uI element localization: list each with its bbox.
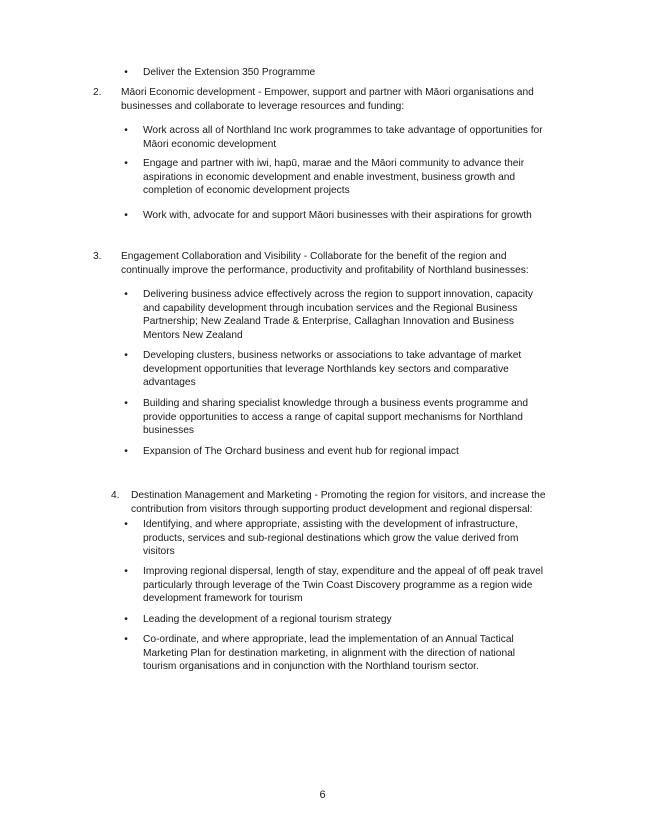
bullet-marker: • <box>124 158 128 169</box>
list-item-text: Engage and partner with iwi, hapū, marae and the Māori community to advance their aspirations in economic development and enable investment, business growth and completion of economic development projects <box>143 158 525 197</box>
bullet-marker: • <box>124 350 128 361</box>
section-heading <box>121 86 551 113</box>
bullet-marker: • <box>124 519 128 530</box>
list-item-text: Identifying, and where appropriate, assisting with the development of infrastructure, products, services and sub-regional destinations which grow the value derived from visitors <box>143 519 519 558</box>
list-item-text: Co-ordinate, and where appropriate, lead the implementation of an Annual Tactical Marketing Plan for destination marketing, in alignment with the direction of national tourism organisations and in conjunction with the Northland tourism sector. <box>143 634 516 673</box>
list-item <box>124 613 563 627</box>
bullet-marker: • <box>124 210 128 221</box>
list-item <box>124 288 543 342</box>
list-item-text: Improving regional dispersal, length of stay, expenditure and the appeal of off peak travel particularly through leverage of the Twin Coast Discovery programme as a region wide development framework for tourism <box>143 566 544 605</box>
list-item <box>124 518 538 559</box>
list-item-text: Building and sharing specialist knowledge through a business events programme and provide opportunities to access a range of capital support mechanisms for Northland businesses <box>143 398 529 437</box>
section-heading-text: Māori Economic development - Empower, support and partner with Māori organisations and businesses and collaborate to leverage resources and funding: <box>121 87 534 112</box>
section-heading-text: Engagement Collaboration and Visibility - Collaborate for the benefit of the region and continually improve the performance, productivity and profitability of Northland businesses: <box>121 251 529 276</box>
bullet-marker: • <box>124 446 128 457</box>
list-item-text: Work with, advocate for and support Māori businesses with their aspirations for growth <box>143 210 532 221</box>
list-item-text: Delivering business advice effectively across the region to support innovation, capacity and capability development through incubation services and the Regional Business Partnership; New Zealand Trade & Enterprise, Callaghan Innovation and Business Mentors New Zealand <box>143 289 533 341</box>
section-number: 3. <box>93 251 102 262</box>
bullet-marker: • <box>124 398 128 409</box>
list-item-text: Deliver the Extension 350 Programme <box>143 67 316 78</box>
section-heading-text: Destination Management and Marketing - Promoting the region for visitors, and increase the contribution from visitors through supporting product development and regional dispersal: <box>131 490 546 515</box>
list-item <box>124 445 563 459</box>
list-item <box>124 349 538 390</box>
list-item-text: Leading the development of a regional tourism strategy <box>143 614 392 625</box>
list-item-text: Expansion of The Orchard business and event hub for regional impact <box>143 446 459 457</box>
section-heading <box>131 489 561 516</box>
list-item <box>124 565 558 606</box>
section-number: 4. <box>111 490 120 501</box>
section-heading <box>121 250 551 277</box>
page-number: 6 <box>319 789 326 801</box>
list-item <box>124 66 563 80</box>
list-item-text: Work across all of Northland Inc work programmes to take advantage of opportunities for Māori economic development <box>143 125 543 150</box>
bullet-marker: • <box>124 634 128 645</box>
list-item <box>124 633 538 674</box>
bullet-marker: • <box>124 614 128 625</box>
bullet-marker: • <box>124 67 128 78</box>
bullet-marker: • <box>124 125 128 136</box>
list-item-text: Developing clusters, business networks or associations to take advantage of market development opportunities that leverage Northlands key sectors and comparative advantages <box>143 350 522 389</box>
list-item <box>124 124 563 151</box>
list-item <box>124 157 538 198</box>
bullet-marker: • <box>124 289 128 300</box>
list-item <box>124 397 548 438</box>
section-number: 2. <box>93 87 102 98</box>
list-item <box>124 209 563 223</box>
bullet-marker: • <box>124 566 128 577</box>
